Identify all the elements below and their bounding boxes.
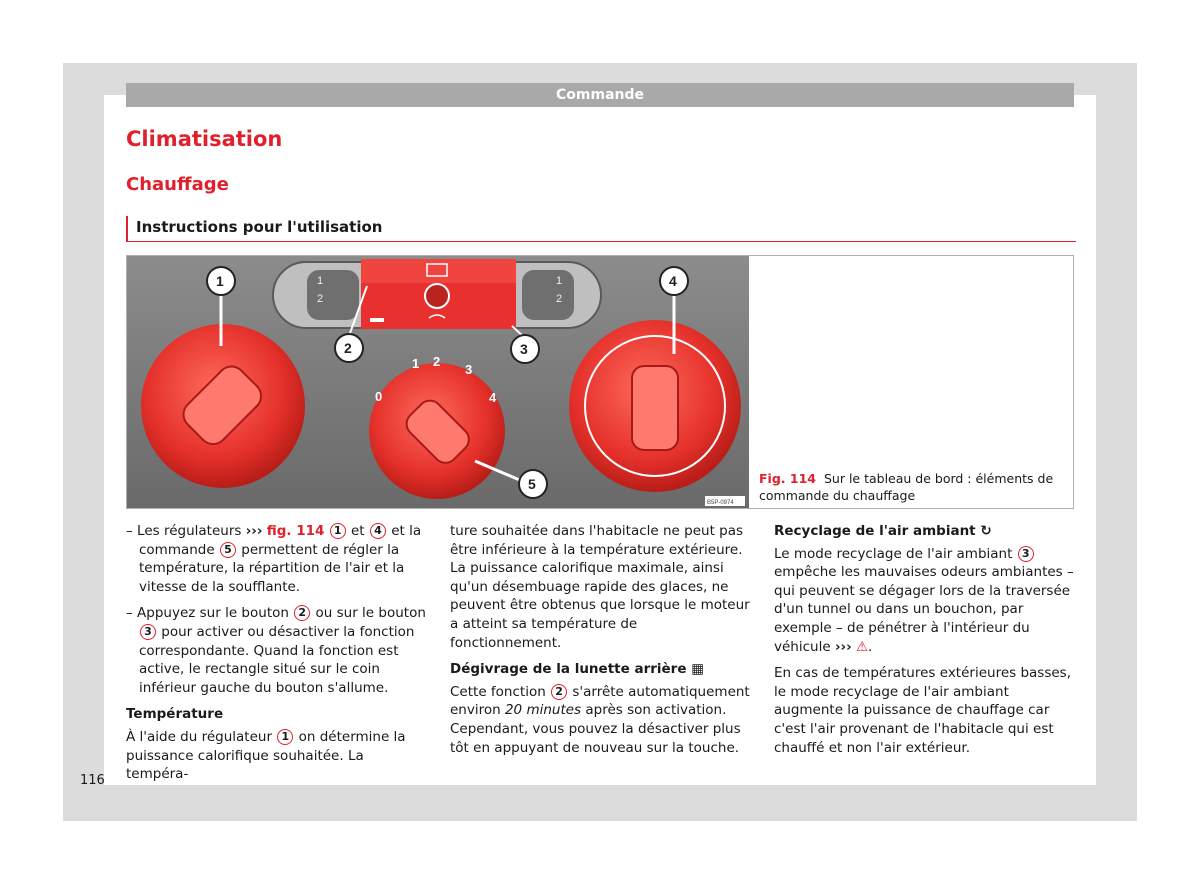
paragraph-recirculation: Le mode recyclage de l'air ambiant 3 empêche les mauvaises odeurs ambiantes – qui peuvent se dégager lors de la traversée d'un tunnel ou dans un bouchon, par exemple – de pénétrer à l'intérieur du véhicule ››› ⚠. [774,545,1074,655]
fan-scale-1: 1 [412,356,420,371]
seat-right-2: 2 [556,293,563,305]
caption-line1: Sur le tableau de bord : éléments de [823,471,1054,486]
center-knob [425,284,449,308]
fan-scale-2: 2 [433,354,441,369]
heading-recirculation: Recyclage de l'air ambiant ↻ [774,523,992,539]
bullet-1: – Les régulateurs ››› fig. 114 1 et 4 et la commande 5 permettent de régler la température, la répartition de l'air et la vitesse de la soufflante. [126,523,422,595]
column-1 [126,522,426,792]
section-heading-text: Instructions pour l'utilisation [136,218,383,236]
paragraph-temperature-cont: ture souhaitée dans l'habitacle ne peut pas être inférieure à la température extérieure. La puissance calorifique maximale, ainsi qu'un désembuage rapide des glaces, ne peuvent être obtenus que lorsque le moteur a atteint sa température de fonctionnement. [450,523,750,651]
fan-scale-3: 3 [465,362,473,377]
caption-line2: commande du chauffage [759,488,916,503]
svg-text:3: 3 [520,341,528,357]
page-number: 116 [80,773,105,788]
heater-controls-illustration [127,256,749,508]
recirculation-icon: ↻ [980,523,992,539]
bullet-2: – Appuyez sur le bouton 2 ou sur le bouton 3 pour activer ou désactiver la fonction correspondante. Quand la fonction est active, le rectangle situé sur le coin inférieur gauche du bouton s'allume. [126,605,426,696]
page-title: Climatisation [126,127,283,151]
paragraph-low-temp: En cas de températures extérieures basses, le mode recyclage de l'air ambiant augmente la puissance de chauffage car c'est l'air provenant de l'habitacle qui est chauffé et non l'air extérieur. [774,665,1071,756]
heading-temperature: Température [126,706,224,723]
seat-heat-left [307,270,359,320]
paragraph-defrost: Cette fonction 2 s'arrête automatiquement environ 20 minutes après son activation. Cependant, vous pouvez la désactiver plus tôt en appuyant de nouveau sur la touche. [450,683,750,756]
figure-label: Fig. 114 [759,471,816,486]
ref-arrows: ››› [245,523,263,539]
callout-ref: 3 [1018,546,1034,562]
defrost-icon: ▦ [691,661,704,678]
ref-arrows: ››› [834,638,852,655]
seat-right-1: 1 [556,275,563,287]
page-subtitle: Chauffage [126,174,229,195]
figure-caption [759,470,1064,504]
svg-text:2: 2 [344,340,352,356]
callout-ref: 1 [330,523,346,539]
svg-text:4: 4 [669,273,677,289]
section-heading [126,216,1076,242]
callout-ref: 2 [294,605,310,621]
chapter-header: Commande [126,83,1074,107]
svg-text:5: 5 [528,476,536,492]
warning-icon[interactable]: ⚠ [855,638,869,655]
callout-ref: 4 [370,523,386,539]
air-distribution-grip [632,366,678,450]
figure-code: B5P-0974 [707,500,734,506]
column-2 [450,522,750,765]
indicator-led [370,318,384,322]
seat-left-2: 2 [317,293,324,305]
callout-ref: 1 [277,729,293,745]
fan-scale-0: 0 [375,389,383,404]
callout-ref: 3 [140,624,156,640]
figure-link[interactable]: fig. 114 [266,523,325,539]
fan-scale-4: 4 [489,390,497,405]
svg-text:1: 1 [216,273,224,289]
heading-defrost: Dégivrage de la lunette arrière ▦ [450,661,704,678]
seat-left-1: 1 [317,275,324,287]
rear-defrost-button [361,259,516,283]
paragraph-temperature: À l'aide du régulateur 1 on détermine la puissance calorifique souhaitée. La tempéra- [126,728,406,783]
callout-ref: 5 [220,542,236,558]
seat-heat-right [522,270,574,320]
column-3 [774,522,1074,765]
callout-ref: 2 [551,684,567,700]
